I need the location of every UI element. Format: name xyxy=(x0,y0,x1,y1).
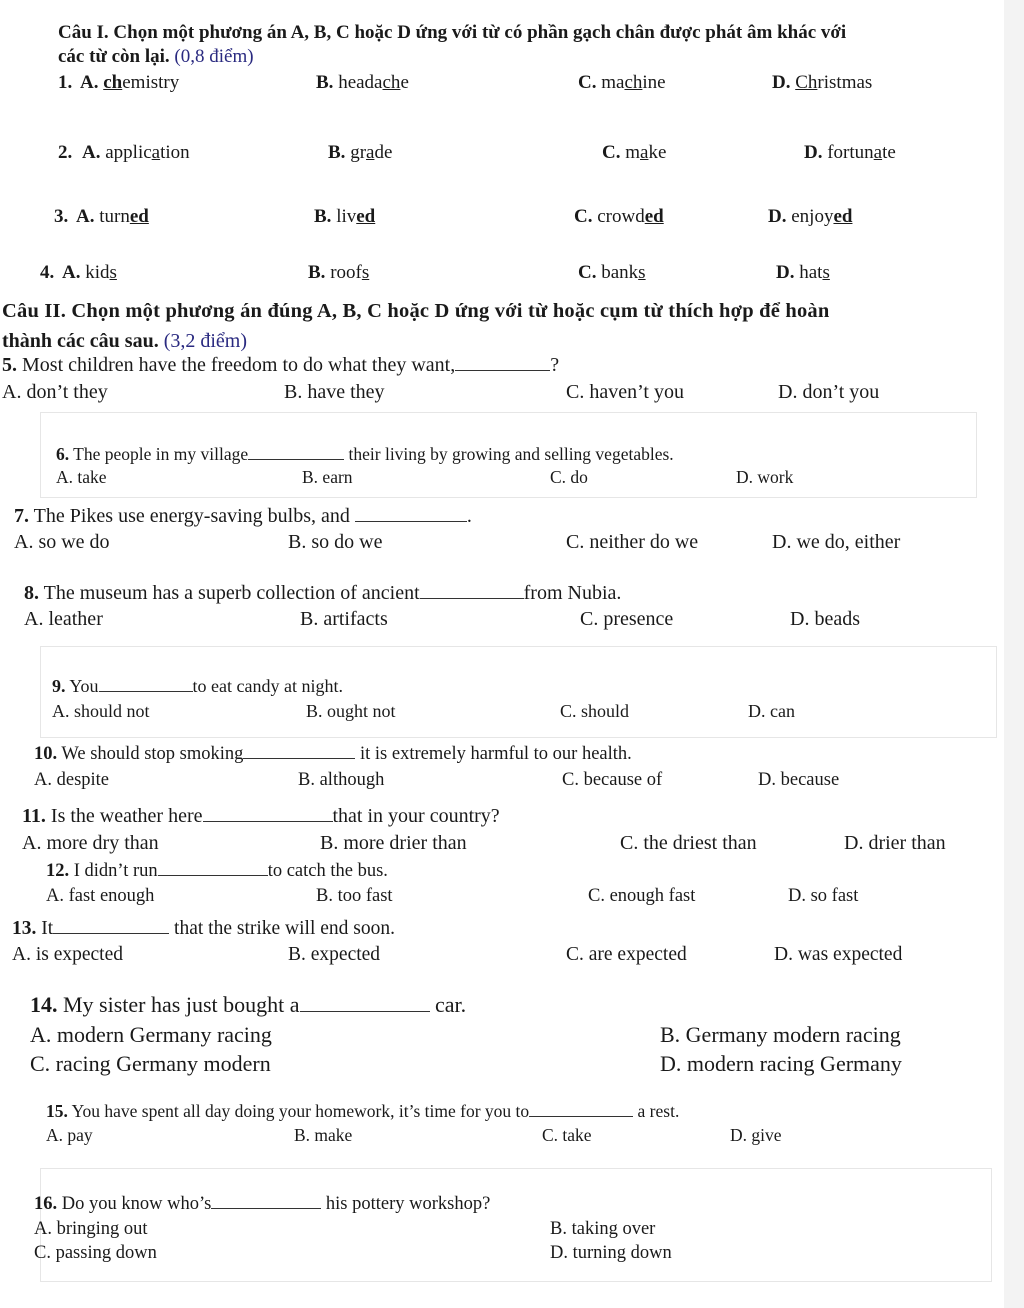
q2-option-a[interactable]: A. application xyxy=(82,142,190,163)
q5-option-d[interactable]: D. don’t you xyxy=(778,381,880,403)
q12-blank[interactable] xyxy=(158,861,268,876)
section1-heading-2 xyxy=(58,46,254,68)
q10-post: it is extremely harmful to our health. xyxy=(360,744,632,764)
q10-option-b[interactable]: B. although xyxy=(298,770,385,790)
q1-c-rest: ine xyxy=(642,72,666,93)
q13-option-c[interactable]: C. are expected xyxy=(566,944,687,965)
q11-blank[interactable] xyxy=(203,807,333,822)
page-edge-shadow xyxy=(1004,0,1024,1308)
q1-option-d[interactable]: D. Christmas xyxy=(772,72,873,93)
q7-option-c[interactable]: C. neither do we xyxy=(566,531,699,553)
q15-option-c[interactable]: C. take xyxy=(542,1125,592,1145)
q14-option-b[interactable]: B. Germany modern racing xyxy=(660,1022,901,1047)
q4-option-d[interactable]: D. hats xyxy=(776,262,830,283)
q12-option-c[interactable]: C. enough fast xyxy=(588,886,696,906)
q7-stem xyxy=(14,505,472,528)
q1-a-rest: emistry xyxy=(122,72,180,93)
q10-option-c[interactable]: C. because of xyxy=(562,770,663,790)
q16-post: his pottery workshop? xyxy=(325,1194,491,1214)
q3-option-d[interactable]: D. enjoyed xyxy=(768,206,853,227)
q7-post: . xyxy=(466,505,472,527)
q15-option-d[interactable]: D. give xyxy=(730,1125,782,1145)
q2-option-c[interactable]: C. make xyxy=(602,142,667,163)
q7-number: 7. xyxy=(14,505,29,527)
section1-points: (0,8 điểm) xyxy=(174,46,254,67)
q9-pre: You xyxy=(65,676,99,696)
q1-c-underlined: ch xyxy=(624,72,643,93)
q3-c-underlined: ed xyxy=(644,206,664,227)
q9-option-b[interactable]: B. ought not xyxy=(306,701,396,721)
q4-c-underlined: s xyxy=(638,262,646,283)
q6-post: their living by growing and selling vegetables. xyxy=(348,444,674,464)
q9-number: 9. xyxy=(52,676,66,696)
q10-blank[interactable] xyxy=(243,744,355,759)
q9-option-c[interactable]: C. should xyxy=(560,701,630,721)
q13-option-a[interactable]: A. is expected xyxy=(12,944,124,965)
q11-option-d[interactable]: D. drier than xyxy=(844,832,946,854)
q3-option-b[interactable]: B. lived xyxy=(314,206,376,227)
q7-blank[interactable] xyxy=(355,507,467,522)
q5-pre: Most children have the freedom to do what they want, xyxy=(17,354,456,376)
q8-option-c[interactable]: C. presence xyxy=(580,608,674,630)
q13-option-d[interactable]: D. was expected xyxy=(774,944,903,965)
ghost-frame xyxy=(40,1168,992,1282)
q14-blank[interactable] xyxy=(300,997,430,1012)
section2-heading-2 xyxy=(2,330,247,353)
q14-option-d[interactable]: D. modern racing Germany xyxy=(660,1051,902,1076)
q11-pre: Is the weather here xyxy=(45,805,203,827)
q5-stem xyxy=(2,354,559,377)
q14-pre: My sister has just bought a xyxy=(57,992,300,1017)
q6-option-d[interactable]: D. work xyxy=(736,467,794,487)
q5-post: ? xyxy=(550,354,560,376)
q9-post: to eat candy at night. xyxy=(192,676,343,696)
q5-number: 5. xyxy=(2,354,17,376)
q14-option-c[interactable]: C. racing Germany modern xyxy=(30,1051,271,1076)
q9-blank[interactable] xyxy=(99,677,193,692)
q8-option-a[interactable]: A. leather xyxy=(24,608,103,630)
q3-a-underlined: ed xyxy=(129,206,149,227)
q6-option-a[interactable]: A. take xyxy=(56,467,107,487)
q16-option-c[interactable]: C. passing down xyxy=(34,1243,157,1263)
q4-option-b[interactable]: B. roofs xyxy=(308,262,370,283)
q12-option-b[interactable]: B. too fast xyxy=(316,886,393,906)
q7-option-a[interactable]: A. so we do xyxy=(14,531,110,553)
q8-post: from Nubia. xyxy=(523,582,622,604)
q1-option-c[interactable]: C. machine xyxy=(578,72,666,93)
q8-option-d[interactable]: D. beads xyxy=(790,608,860,630)
q12-number: 12. xyxy=(46,861,70,881)
q16-option-d[interactable]: D. turning down xyxy=(550,1243,672,1263)
q12-post: to catch the bus. xyxy=(267,861,388,881)
q16-pre: Do you know who’s xyxy=(57,1194,212,1214)
q13-blank[interactable] xyxy=(53,919,169,934)
section1-heading-line2: các từ còn lại. xyxy=(58,46,170,67)
q4-option-c[interactable]: C. banks xyxy=(578,262,646,283)
q5-option-b[interactable]: B. have they xyxy=(284,381,385,403)
q4-option-a[interactable]: A. kids xyxy=(62,262,117,283)
q11-post: that in your country? xyxy=(332,805,500,827)
q9-stem xyxy=(52,676,343,697)
q2-c-underlined: a xyxy=(640,142,649,163)
q8-blank[interactable] xyxy=(420,584,524,599)
q15-pre: You have spent all day doing your homework, it’s time for you to xyxy=(67,1101,530,1121)
q2-b-rest: de xyxy=(374,142,393,163)
q2-option-d[interactable]: D. fortunate xyxy=(804,142,896,163)
q13-stem xyxy=(12,918,395,940)
q2-b-underlined: a xyxy=(366,142,375,163)
q6-option-c[interactable]: C. do xyxy=(550,467,588,487)
q4-b-underlined: s xyxy=(361,262,370,283)
q2-number: 2. xyxy=(58,142,73,163)
q6-number: 6. xyxy=(56,444,70,464)
q1-option-b[interactable]: B. headache xyxy=(316,72,409,93)
q14-post: car. xyxy=(435,992,467,1017)
q5-option-c[interactable]: C. haven’t you xyxy=(566,381,684,403)
q9-option-d[interactable]: D. can xyxy=(748,701,795,721)
q5-option-a[interactable]: A. don’t they xyxy=(2,381,108,403)
q11-option-a[interactable]: A. more dry than xyxy=(22,832,159,854)
q13-number: 13. xyxy=(12,918,37,939)
q12-pre: I didn’t run xyxy=(69,861,158,881)
q3-number: 3. xyxy=(54,206,69,227)
q2-a-underlined: a xyxy=(151,142,161,163)
q8-option-b[interactable]: B. artifacts xyxy=(300,608,388,630)
q15-option-a[interactable]: A. pay xyxy=(46,1125,93,1145)
q1-d-underlined: Ch xyxy=(795,72,818,93)
q11-number: 11. xyxy=(22,805,46,827)
q6-pre: The people in my village xyxy=(69,444,249,464)
q10-stem xyxy=(34,744,632,765)
q1-d-rest: ristmas xyxy=(817,72,873,93)
q1-number: 1. xyxy=(58,72,73,93)
q2-c-rest: ke xyxy=(648,142,667,163)
q4-number: 4. xyxy=(40,262,55,283)
q16-option-a[interactable]: A. bringing out xyxy=(34,1219,148,1239)
q16-stem xyxy=(34,1194,490,1215)
q4-d-underlined: s xyxy=(822,262,830,283)
q13-pre: It xyxy=(36,918,54,939)
q14-stem xyxy=(30,992,466,1018)
q15-option-b[interactable]: B. make xyxy=(294,1125,353,1145)
q3-b-underlined: ed xyxy=(356,206,376,227)
q14-number: 14. xyxy=(30,992,58,1017)
q16-blank[interactable] xyxy=(211,1194,321,1209)
q2-option-b[interactable]: B. grade xyxy=(328,142,393,163)
section2-points: (3,2 điểm) xyxy=(163,330,248,352)
q1-option-a[interactable]: A. chemistry xyxy=(80,72,180,93)
q3-option-a[interactable]: A. turned xyxy=(76,206,149,227)
section1-heading xyxy=(58,22,846,44)
q15-blank[interactable] xyxy=(529,1102,633,1117)
section1-heading-line1: Câu I. Chọn một phương án A, B, C hoặc D ứng với từ có phần gạch chân được phát âm khác với xyxy=(58,22,847,43)
q10-pre: We should stop smoking xyxy=(57,744,244,764)
q16-number: 16. xyxy=(34,1194,58,1214)
q3-d-underlined: ed xyxy=(833,206,853,227)
q12-stem xyxy=(46,861,388,882)
q13-option-b[interactable]: B. expected xyxy=(288,944,381,965)
q16-option-b[interactable]: B. taking over xyxy=(550,1219,656,1239)
q1-a-underlined: ch xyxy=(103,72,123,93)
q15-post: a rest. xyxy=(637,1101,680,1121)
q11-stem xyxy=(22,805,500,828)
q8-number: 8. xyxy=(24,582,39,604)
q6-blank[interactable] xyxy=(248,445,344,460)
q2-d-rest: te xyxy=(882,142,896,163)
q10-option-d[interactable]: D. because xyxy=(758,770,840,790)
q7-option-b[interactable]: B. so do we xyxy=(288,531,383,553)
q2-a-rest: tion xyxy=(160,142,190,163)
q2-d-underlined: a xyxy=(873,142,883,163)
q8-pre: The museum has a superb collection of ancient xyxy=(39,582,420,604)
q11-option-c[interactable]: C. the driest than xyxy=(620,832,757,854)
q1-b-rest: e xyxy=(400,72,409,93)
q12-option-d[interactable]: D. so fast xyxy=(788,886,859,906)
q15-number: 15. xyxy=(46,1101,68,1121)
q7-pre: The Pikes use energy-saving bulbs, and xyxy=(29,505,350,527)
q11-option-b[interactable]: B. more drier than xyxy=(320,832,467,854)
q10-number: 10. xyxy=(34,744,58,764)
section2-heading xyxy=(2,300,829,323)
q7-option-d[interactable]: D. we do, either xyxy=(772,531,901,553)
q10-option-a[interactable]: A. despite xyxy=(34,770,110,790)
q15-stem xyxy=(46,1101,679,1122)
q8-stem xyxy=(24,582,621,605)
section2-heading-line1: Câu II. Chọn một phương án đúng A, B, C hoặc D ứng với từ hoặc cụm từ thích hợp để hoàn xyxy=(2,300,830,322)
q14-option-a[interactable]: A. modern Germany racing xyxy=(30,1022,272,1047)
q13-post: that the strike will end soon. xyxy=(174,918,396,939)
q6-stem xyxy=(56,444,674,465)
q1-b-underlined: ch xyxy=(382,72,401,93)
q6-option-b[interactable]: B. earn xyxy=(302,467,353,487)
q3-option-c[interactable]: C. crowded xyxy=(574,206,664,227)
q5-blank[interactable] xyxy=(455,356,550,371)
q4-a-underlined: s xyxy=(109,262,117,283)
q9-option-a[interactable]: A. should not xyxy=(52,701,150,721)
q12-option-a[interactable]: A. fast enough xyxy=(46,886,155,906)
section2-heading-line2: thành các câu sau. xyxy=(2,330,159,352)
